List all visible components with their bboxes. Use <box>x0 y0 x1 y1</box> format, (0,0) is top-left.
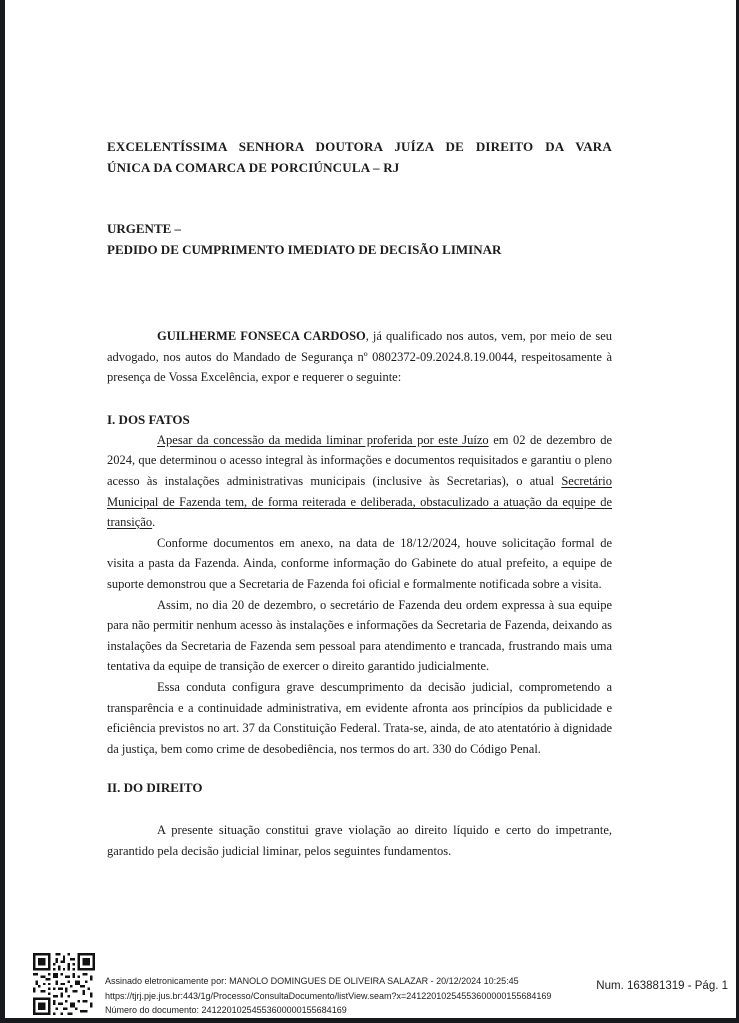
signature-line: Assinado eletronicamente por: MANOLO DOMINGUES DE OLIVEIRA SALAZAR - 20/12/2024 10:25:45 <box>105 976 519 986</box>
paragraph-fatos-3: Assim, no dia 20 de dezembro, o secretário de Fazenda deu ordem expressa à sua equipe para não permitir nenhum acesso às instalações e informações da Secretaria de Fazenda, deixando as instalações da Secretaria de Fazenda sem pessoal para atendimento e trancada, frustrando mais uma tentativa da equipe de transição de exercer o direito garantido judicialmente. <box>107 597 612 674</box>
paragraph-fatos-2: Conforme documentos em anexo, na data de 18/12/2024, houve solicitação formal de visita a pasta da Fazenda. Ainda, conforme informação do Gabinete do atual prefeito, a equipe de suporte demonstrou que a Secretaria de Fazenda foi oficial e formalmente notificada sobre a visita. <box>107 535 612 591</box>
urgent-title-line2: PEDIDO DE CUMPRIMENTO IMEDIATO DE DECISÃO LIMINAR <box>107 242 502 257</box>
urgent-title-line1: URGENTE – <box>107 221 182 236</box>
addressing-header <box>107 0 612 178</box>
section-heading-fatos: I. DOS FATOS <box>107 411 190 427</box>
underlined-phrase-1: Apesar da concessão da medida liminar proferida por este Juízo <box>157 432 489 447</box>
signature-footer <box>105 974 585 1018</box>
urgent-title <box>107 218 612 260</box>
paragraph-fatos-1-text-a: em 02 de dezembro de 2024, que determinou o acesso integral às informações e documentos requisitados e garantiu o pleno acesso às instalações administrativas municipais (inclusive às Secretarias), o atual <box>107 432 612 488</box>
paragraph-fatos-1-text-b: . <box>152 515 156 530</box>
paragraph-intro <box>107 326 612 388</box>
page-number-label: Num. 163881319 - Pág. 1 <box>596 980 728 992</box>
underlined-phrase-2: Secretário Municipal de Fazenda tem, de forma reiterada e deliberada, obstaculizado a atuação da equipe de transição <box>107 473 612 530</box>
petitioner-name: GUILHERME FONSECA CARDOSO <box>157 329 366 343</box>
document-number-line: Número do documento: 24122010254553600000155684169 <box>105 1005 347 1015</box>
paragraph-direito-1: A presente situação constitui grave violação ao direito líquido e certo do impetrante, garantido pela decisão judicial liminar, pelos seguintes fundamentos. <box>107 823 612 858</box>
paragraph-fatos-4: Essa conduta configura grave descumprimento da decisão judicial, comprometendo a transparência e a continuidade administrativa, em evidente afronta aos princípios da publicidade e eficiência previstos no art. 37 da Constituição Federal. Trata-se, ainda, de ato atentatório à dignidade da justiça, bem como crime de desobediência, nos termos do art. 330 do Código Penal. <box>107 679 612 756</box>
section-heading-direito: II. DO DIREITO <box>107 780 203 796</box>
addressing-header-line1: EXCELENTÍSSIMA SENHORA DOUTORA JUÍZA DE DIREITO DA VARA <box>107 139 612 154</box>
document-page <box>5 0 736 1018</box>
paragraph-intro-text: , já qualificado nos autos, vem, por meio de seu advogado, nos autos do Mandado de Segurança nº 0802372-09.2024.8.19.0044, respeitosamente à presença de Vossa Excelência, expor e requerer o seguinte: <box>107 329 612 385</box>
qr-code-icon <box>33 953 95 1015</box>
paragraph-fatos-1 <box>107 430 612 533</box>
verification-url: https://tjrj.pje.jus.br:443/1g/Processo/ConsultaDocumento/listView.seam?x=24122010254553600000155684169 <box>105 990 552 1001</box>
document-content <box>107 0 612 861</box>
addressing-header-line2: ÚNICA DA COMARCA DE PORCIÚNCULA – RJ <box>107 160 400 175</box>
